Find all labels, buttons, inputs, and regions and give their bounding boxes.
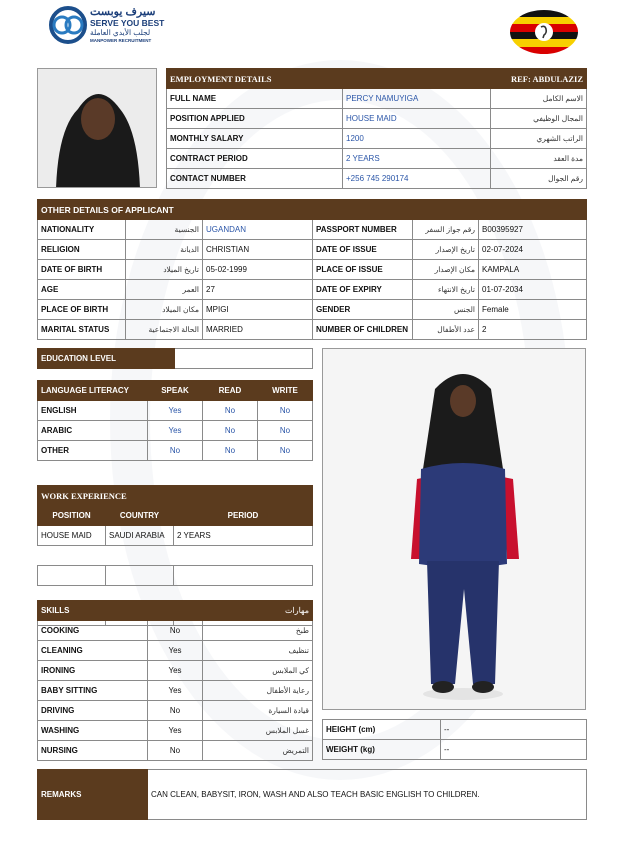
field-label: MONTHLY SALARY bbox=[167, 129, 343, 149]
work-period bbox=[174, 566, 313, 586]
speak-value: Yes bbox=[148, 421, 203, 441]
reference-code: REF: ABDULAZIZ bbox=[491, 69, 587, 89]
skill-name-arabic: تنظيف bbox=[203, 641, 313, 661]
company-logo bbox=[48, 5, 178, 45]
gender-value: Female bbox=[479, 300, 587, 320]
skills-table bbox=[37, 600, 313, 761]
position-header: POSITION bbox=[38, 506, 106, 526]
field-label-arabic: الراتب الشهري bbox=[491, 129, 587, 149]
field-label-arabic: مدة العقد bbox=[491, 149, 587, 169]
full-name-value: PERCY NAMUYIGA bbox=[343, 89, 491, 109]
field-label-arabic: المجال الوظيفي bbox=[491, 109, 587, 129]
skill-name: DRIVING bbox=[38, 701, 148, 721]
other-details-table bbox=[37, 199, 587, 340]
skill-value: No bbox=[148, 701, 203, 721]
speak-value: Yes bbox=[148, 401, 203, 421]
skill-name: CLEANING bbox=[38, 641, 148, 661]
field-label: RELIGION bbox=[38, 240, 126, 260]
skill-name: WASHING bbox=[38, 721, 148, 741]
logo-mark-icon bbox=[48, 5, 88, 45]
skill-name-arabic: طبخ bbox=[203, 621, 313, 641]
field-label: DATE OF EXPIRY bbox=[313, 280, 413, 300]
field-label: CONTRACT PERIOD bbox=[167, 149, 343, 169]
skill-name: IRONING bbox=[38, 661, 148, 681]
monthly-salary-value: 1200 bbox=[343, 129, 491, 149]
education-level-value bbox=[175, 349, 313, 369]
language-name: ARABIC bbox=[38, 421, 148, 441]
brand-name: SERVE YOU BEST bbox=[90, 18, 165, 28]
read-value: No bbox=[203, 401, 258, 421]
place-of-issue-value: KAMPALA bbox=[479, 260, 587, 280]
write-value: No bbox=[258, 401, 313, 421]
skill-value: No bbox=[148, 741, 203, 761]
field-label-arabic: الجنسية bbox=[126, 220, 203, 240]
age-value: 27 bbox=[203, 280, 313, 300]
other-details-title: OTHER DETAILS OF APPLICANT bbox=[38, 200, 587, 220]
field-label-arabic: رقم الجوال bbox=[491, 169, 587, 189]
field-label-arabic: العمر bbox=[126, 280, 203, 300]
contact-number-value: +256 745 290174 bbox=[343, 169, 491, 189]
skill-name-arabic: قيادة السيارة bbox=[203, 701, 313, 721]
skill-name: COOKING bbox=[38, 621, 148, 641]
remarks-table bbox=[37, 769, 587, 820]
skill-name: NURSING bbox=[38, 741, 148, 761]
period-header: PERIOD bbox=[174, 506, 313, 526]
work-period: 2 YEARS bbox=[174, 526, 313, 546]
field-label: CONTACT NUMBER bbox=[167, 169, 343, 189]
remarks-label: REMARKS bbox=[38, 770, 148, 820]
skill-value: Yes bbox=[148, 681, 203, 701]
write-value: No bbox=[258, 421, 313, 441]
field-label: PASSPORT NUMBER bbox=[313, 220, 413, 240]
work-experience-title: WORK EXPERIENCE bbox=[38, 486, 313, 506]
skills-title: SKILLS bbox=[38, 601, 148, 621]
date-of-expiry-value: 01-07-2034 bbox=[479, 280, 587, 300]
field-label: PLACE OF BIRTH bbox=[38, 300, 126, 320]
field-label-arabic: الديانة bbox=[126, 240, 203, 260]
remarks-text: CAN CLEAN, BABYSIT, IRON, WASH AND ALSO TEACH BASIC ENGLISH TO CHILDREN. bbox=[148, 770, 587, 820]
read-value: No bbox=[203, 441, 258, 461]
skill-name-arabic: كي الملابس bbox=[203, 661, 313, 681]
work-position bbox=[38, 566, 106, 586]
measurements-table bbox=[322, 719, 587, 760]
speak-header: SPEAK bbox=[148, 381, 203, 401]
skill-name: BABY SITTING bbox=[38, 681, 148, 701]
field-label-arabic: الاسم الكامل bbox=[491, 89, 587, 109]
marital-status-value: MARRIED bbox=[203, 320, 313, 340]
work-country bbox=[106, 566, 174, 586]
brand-arabic-tagline: لجلب الأيدي العاملة bbox=[90, 28, 151, 37]
skill-value: Yes bbox=[148, 721, 203, 741]
field-label: DATE OF ISSUE bbox=[313, 240, 413, 260]
field-label-arabic: مكان الإصدار bbox=[413, 260, 479, 280]
read-value: No bbox=[203, 421, 258, 441]
place-of-birth-value: MPIGI bbox=[203, 300, 313, 320]
height-value: -- bbox=[441, 720, 587, 740]
field-label: DATE OF BIRTH bbox=[38, 260, 126, 280]
education-level-table bbox=[37, 348, 313, 369]
contract-period-value: 2 YEARS bbox=[343, 149, 491, 169]
field-label: POSITION APPLIED bbox=[167, 109, 343, 129]
skill-name-arabic: غسل الملابس bbox=[203, 721, 313, 741]
language-literacy-table bbox=[37, 380, 313, 461]
field-label: MARITAL STATUS bbox=[38, 320, 126, 340]
weight-label: WEIGHT (kg) bbox=[323, 740, 441, 760]
religion-value: CHRISTIAN bbox=[203, 240, 313, 260]
portrait-photo bbox=[37, 68, 157, 188]
field-label-arabic: عدد الأطفال bbox=[413, 320, 479, 340]
speak-value: No bbox=[148, 441, 203, 461]
field-label-arabic: مكان الميلاد bbox=[126, 300, 203, 320]
work-country: SAUDI ARABIA bbox=[106, 526, 174, 546]
field-label: NATIONALITY bbox=[38, 220, 126, 240]
date-of-birth-value: 05-02-1999 bbox=[203, 260, 313, 280]
field-label: FULL NAME bbox=[167, 89, 343, 109]
read-header: READ bbox=[203, 381, 258, 401]
skills-title-arabic: مهارات bbox=[203, 601, 313, 621]
field-label-arabic: رقم جواز السفر bbox=[413, 220, 479, 240]
field-label: AGE bbox=[38, 280, 126, 300]
brand-arabic-name: سيرف يوبست bbox=[90, 6, 156, 18]
country-header: COUNTRY bbox=[106, 506, 174, 526]
full-body-photo bbox=[322, 348, 586, 710]
field-label-arabic: الحالة الاجتماعية bbox=[126, 320, 203, 340]
nationality-value: UGANDAN bbox=[203, 220, 313, 240]
skill-value: Yes bbox=[148, 641, 203, 661]
passport-number-value: B00395927 bbox=[479, 220, 587, 240]
write-header: WRITE bbox=[258, 381, 313, 401]
language-header: LANGUAGE LITERACY bbox=[38, 381, 148, 401]
skill-value: No bbox=[148, 621, 203, 641]
field-label-arabic: تاريخ الإصدار bbox=[413, 240, 479, 260]
field-label-arabic: تاريخ الميلاد bbox=[126, 260, 203, 280]
employment-title: EMPLOYMENT DETAILS bbox=[167, 69, 491, 89]
work-position: HOUSE MAID bbox=[38, 526, 106, 546]
height-label: HEIGHT (cm) bbox=[323, 720, 441, 740]
date-of-issue-value: 02-07-2024 bbox=[479, 240, 587, 260]
employment-details-table bbox=[166, 68, 587, 189]
field-label-arabic: الجنس bbox=[413, 300, 479, 320]
number-of-children-value: 2 bbox=[479, 320, 587, 340]
skill-value: Yes bbox=[148, 661, 203, 681]
skill-name-arabic: التمريض bbox=[203, 741, 313, 761]
language-name: OTHER bbox=[38, 441, 148, 461]
weight-value: -- bbox=[441, 740, 587, 760]
position-applied-value: HOUSE MAID bbox=[343, 109, 491, 129]
field-label: PLACE OF ISSUE bbox=[313, 260, 413, 280]
brand-tagline: MANPOWER RECRUITMENT bbox=[90, 38, 152, 43]
skill-name-arabic: رعاية الأطفال bbox=[203, 681, 313, 701]
field-label: NUMBER OF CHILDREN bbox=[313, 320, 413, 340]
write-value: No bbox=[258, 441, 313, 461]
field-label: GENDER bbox=[313, 300, 413, 320]
education-level-label: EDUCATION LEVEL bbox=[38, 349, 175, 369]
field-label-arabic: تاريخ الانتهاء bbox=[413, 280, 479, 300]
uganda-flag-icon bbox=[509, 9, 579, 55]
language-name: ENGLISH bbox=[38, 401, 148, 421]
